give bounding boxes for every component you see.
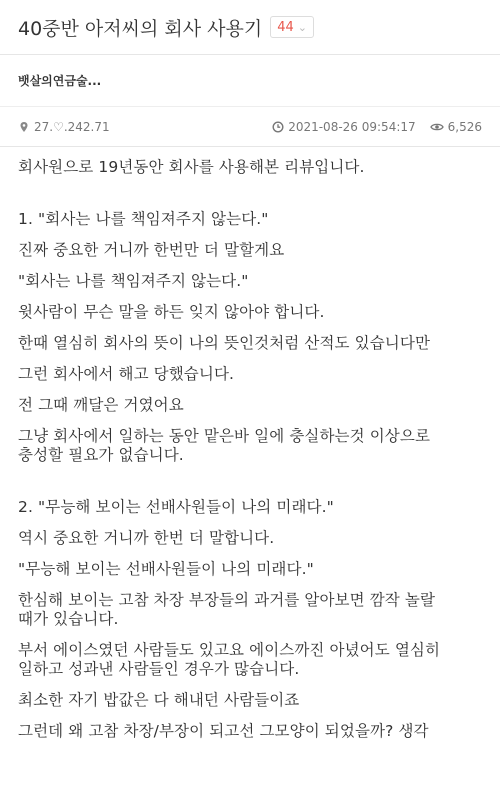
chevron-down-icon: ⌄ [297,20,307,34]
post-meta [0,107,500,147]
post-datetime: 2021-08-26 09:54:17 [288,119,416,134]
comment-count: 44 [277,19,294,35]
eye-icon [430,121,444,133]
body-line: 한심해 보이는 고참 차장 부장들의 과거를 알아보면 깜작 놀랄 [18,591,436,609]
clock-icon [272,121,284,133]
body-line: 때가 있습니다. [18,610,119,628]
body-line: 한때 열심히 회사의 뜻이 나의 뜻인것처럼 산적도 있습니다만 [18,334,431,352]
body-line: "무능해 보이는 선배사원들이 나의 미래다." [18,560,314,578]
view-count: 6,526 [447,119,482,134]
body-line: 일하고 성과낸 사람들인 경우가 많습니다. [18,660,300,678]
location-pin-icon [18,121,30,133]
body-line: 그런 회사에서 해고 당했습니다. [18,365,235,383]
body-line: 2. "무능해 보이는 선배사원들이 나의 미래다." [18,498,334,516]
author-name[interactable]: 뱃살의연금술... [18,74,102,88]
ip-address: 27.♡.242.71 [34,119,110,134]
body-line: 최소한 자기 밥값은 다 해내던 사람들이죠 [18,691,300,709]
blank-line [18,188,482,209]
body-line: 전 그때 깨달은 거였어요 [18,396,184,414]
body-line: 회사원으로 19년동안 회사를 사용해본 리뷰입니다. [18,158,365,176]
body-line: 그런데 왜 고참 차장/부장이 되고선 그모양이 되었을까? 생각 [18,722,429,740]
post-title: 40중반 아저씨의 회사 사용기 [18,17,263,40]
body-line: 그냥 회사에서 일하는 동안 맡은바 일에 충실하는것 이상으로 [18,427,431,445]
post-body [0,147,500,742]
body-line: 윗사람이 무슨 말을 하든 잊지 않아야 합니다. [18,303,325,321]
body-line: 역시 중요한 거니까 한번 더 말합니다. [18,529,275,547]
blank-line [18,476,482,497]
body-line: "회사는 나를 책임져주지 않는다." [18,272,249,290]
body-line: 진짜 중요한 거니까 한번만 더 말할게요 [18,241,285,259]
comment-count-badge[interactable] [270,16,314,38]
body-line: 1. "회사는 나를 책임져주지 않는다." [18,210,269,228]
post-header [0,0,500,55]
body-line: 부서 에이스였던 사람들도 있고요 에이스까진 아녔어도 열심히 [18,641,441,659]
author-row [0,55,500,107]
body-line: 충성할 필요가 없습니다. [18,446,184,464]
